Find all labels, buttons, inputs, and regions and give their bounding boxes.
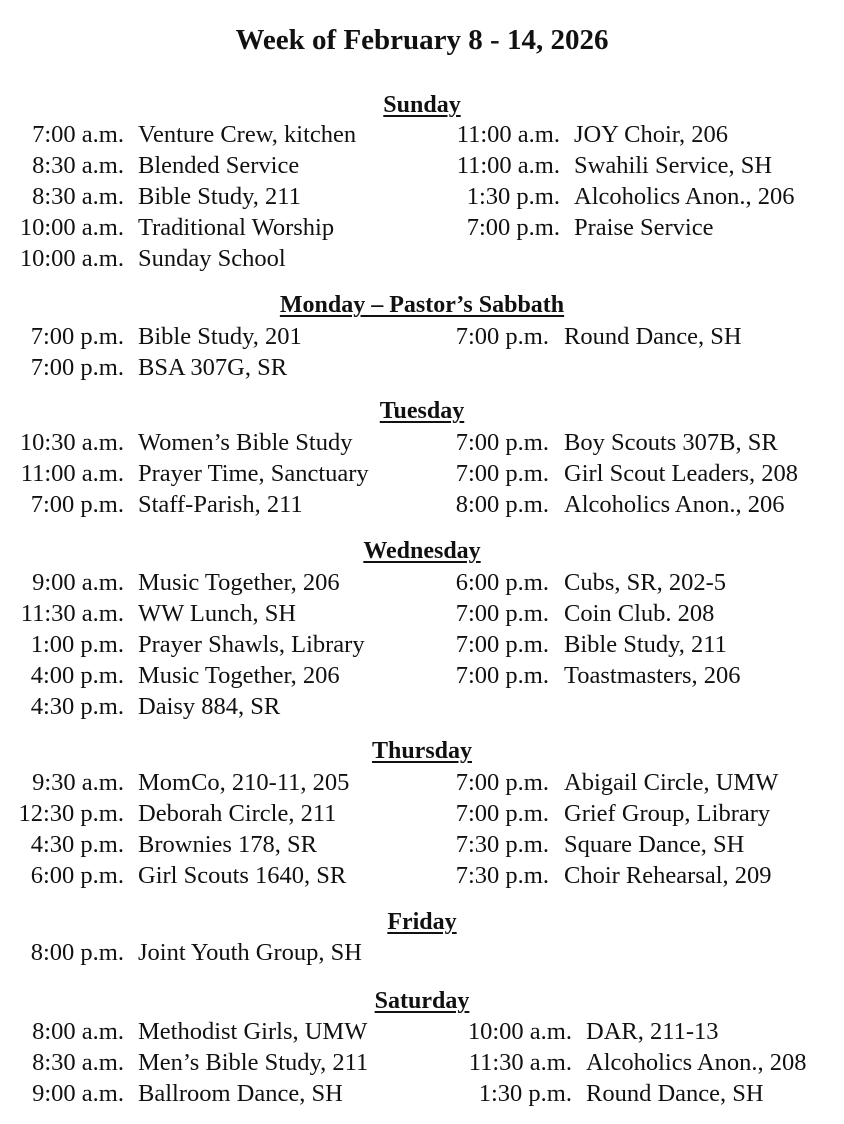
schedule-entry — [447, 660, 741, 691]
entry-event: Coin Club. 208 — [564, 600, 715, 627]
schedule-entry — [0, 1078, 368, 1109]
schedule-entry — [0, 243, 356, 274]
entry-event: JOY Choir, 206 — [574, 121, 728, 148]
schedule-entry — [447, 458, 798, 489]
entry-event: Traditional Worship — [138, 214, 335, 241]
day-heading-monday: Monday – Pastor’s Sabbath — [279, 292, 565, 318]
schedule-entry — [447, 489, 798, 520]
entry-time: 11:00 a.m. — [20, 460, 124, 487]
day-heading-friday: Friday — [387, 909, 457, 935]
entry-time: 10:00 a.m. — [19, 245, 124, 272]
entry-time: 11:30 a.m. — [20, 600, 124, 627]
entry-event: Music Together, 206 — [138, 662, 340, 689]
wednesday-left-column — [0, 567, 365, 722]
entry-time: 7:00 p.m. — [466, 214, 560, 241]
day-heading-tuesday: Tuesday — [379, 398, 465, 424]
entry-time: 11:00 a.m. — [456, 121, 560, 148]
entry-time: 8:30 a.m. — [32, 1049, 124, 1076]
entry-event: Square Dance, SH — [564, 831, 745, 858]
schedule-entry — [447, 1016, 807, 1047]
entry-time: 8:00 p.m. — [30, 939, 124, 966]
entry-time: 1:00 p.m. — [30, 631, 124, 658]
entry-event: Alcoholics Anon., 208 — [586, 1049, 807, 1076]
entry-event: Round Dance, SH — [586, 1080, 764, 1107]
schedule-entry — [0, 598, 365, 629]
schedule-entry — [447, 829, 778, 860]
entry-event: MomCo, 210-11, 205 — [138, 769, 350, 796]
page-title: Week of February 8 - 14, 2026 — [235, 24, 609, 56]
schedule-entry — [0, 1016, 368, 1047]
entry-time: 4:00 p.m. — [30, 662, 124, 689]
schedule-entry — [447, 321, 742, 352]
entry-time: 7:00 p.m. — [30, 354, 124, 381]
entry-time: 7:00 p.m. — [30, 323, 124, 350]
sunday-left-column — [0, 119, 356, 274]
entry-time: 9:30 a.m. — [32, 769, 124, 796]
entry-event: Sunday School — [138, 245, 286, 272]
entry-event: Music Together, 206 — [138, 569, 340, 596]
schedule-entry — [447, 1078, 807, 1109]
schedule-entry — [447, 150, 795, 181]
schedule-entry — [0, 829, 349, 860]
schedule-entry — [447, 181, 795, 212]
schedule-entry — [0, 937, 362, 968]
entry-event: Alcoholics Anon., 206 — [564, 491, 785, 518]
entry-event: Girl Scouts 1640, SR — [138, 862, 347, 889]
entry-time: 10:00 a.m. — [19, 214, 124, 241]
entry-time: 11:00 a.m. — [456, 152, 560, 179]
entry-time: 8:00 p.m. — [455, 491, 549, 518]
entry-time: 7:00 p.m. — [455, 600, 549, 627]
day-heading-sunday: Sunday — [383, 92, 461, 118]
saturday-left-column — [0, 1016, 368, 1109]
entry-time: 7:00 a.m. — [32, 121, 124, 148]
entry-event: Bible Study, 211 — [564, 631, 727, 658]
entry-event: Girl Scout Leaders, 208 — [564, 460, 799, 487]
sunday-right-column — [447, 119, 795, 243]
entry-event: Boy Scouts 307B, SR — [564, 429, 778, 456]
schedule-entry — [447, 212, 795, 243]
entry-event: Alcoholics Anon., 206 — [574, 183, 795, 210]
entry-time: 7:00 p.m. — [455, 662, 549, 689]
schedule-entry — [0, 181, 356, 212]
schedule-entry — [0, 150, 356, 181]
entry-event: Toastmasters, 206 — [564, 662, 741, 689]
entry-time: 7:30 p.m. — [455, 831, 549, 858]
entry-event: Joint Youth Group, SH — [138, 939, 362, 966]
entry-event: Prayer Time, Sanctuary — [138, 460, 369, 487]
schedule-entry — [0, 567, 365, 598]
day-heading-thursday: Thursday — [371, 738, 473, 764]
entry-event: Swahili Service, SH — [574, 152, 773, 179]
saturday-right-column — [447, 1016, 807, 1109]
thursday-right-column — [447, 767, 778, 891]
entry-event: Blended Service — [138, 152, 300, 179]
entry-event: Grief Group, Library — [564, 800, 771, 827]
entry-event: Bible Study, 201 — [138, 323, 302, 350]
day-heading-wednesday: Wednesday — [363, 538, 481, 564]
entry-time: 11:30 a.m. — [468, 1049, 572, 1076]
entry-event: BSA 307G, SR — [138, 354, 288, 381]
entry-event: Women’s Bible Study — [138, 429, 353, 456]
entry-event: WW Lunch, SH — [138, 600, 297, 627]
schedule-entry — [0, 458, 369, 489]
entry-event: Praise Service — [574, 214, 714, 241]
tuesday-left-column — [0, 427, 369, 520]
schedule-entry — [447, 860, 778, 891]
entry-time: 7:00 p.m. — [455, 631, 549, 658]
entry-time: 6:00 p.m. — [30, 862, 124, 889]
schedule-entry — [0, 860, 349, 891]
schedule-entry — [0, 119, 356, 150]
entry-event: Methodist Girls, UMW — [138, 1018, 368, 1045]
entry-event: Staff-Parish, 211 — [138, 491, 303, 518]
schedule-entry — [447, 798, 778, 829]
schedule-entry — [0, 798, 349, 829]
entry-time: 7:00 p.m. — [455, 460, 549, 487]
entry-time: 8:00 a.m. — [32, 1018, 124, 1045]
entry-time: 4:30 p.m. — [30, 693, 124, 720]
monday-left-column — [0, 321, 302, 383]
entry-event: Round Dance, SH — [564, 323, 742, 350]
schedule-entry — [0, 767, 349, 798]
entry-time: 7:00 p.m. — [455, 800, 549, 827]
entry-time: 4:30 p.m. — [30, 831, 124, 858]
schedule-entry — [447, 629, 741, 660]
entry-event: Deborah Circle, 211 — [138, 800, 337, 827]
schedule-entry — [447, 119, 795, 150]
entry-event: Bible Study, 211 — [138, 183, 301, 210]
entry-event: Abigail Circle, UMW — [564, 769, 779, 796]
entry-event: Prayer Shawls, Library — [138, 631, 365, 658]
entry-event: Ballroom Dance, SH — [138, 1080, 343, 1107]
entry-event: Venture Crew, kitchen — [138, 121, 357, 148]
schedule-entry — [0, 489, 369, 520]
schedule-entry — [447, 1047, 807, 1078]
monday-right-column — [447, 321, 742, 352]
entry-time: 1:30 p.m. — [478, 1080, 572, 1107]
entry-time: 7:00 p.m. — [455, 429, 549, 456]
entry-time: 9:00 a.m. — [32, 569, 124, 596]
entry-time: 1:30 p.m. — [466, 183, 560, 210]
entry-time: 7:00 p.m. — [30, 491, 124, 518]
schedule-entry — [0, 629, 365, 660]
entry-time: 8:30 a.m. — [32, 183, 124, 210]
entry-time: 8:30 a.m. — [32, 152, 124, 179]
day-heading-saturday: Saturday — [374, 988, 470, 1014]
entry-time: 12:30 p.m. — [18, 800, 124, 827]
entry-time: 9:00 a.m. — [32, 1080, 124, 1107]
schedule-entry — [0, 321, 302, 352]
schedule-entry — [0, 691, 365, 722]
friday-left-column — [0, 937, 362, 968]
tuesday-right-column — [447, 427, 798, 520]
entry-time: 7:00 p.m. — [455, 323, 549, 350]
entry-time: 7:00 p.m. — [455, 769, 549, 796]
entry-event: Cubs, SR, 202-5 — [564, 569, 727, 596]
entry-event: Daisy 884, SR — [138, 693, 281, 720]
thursday-left-column — [0, 767, 349, 891]
entry-event: Men’s Bible Study, 211 — [138, 1049, 369, 1076]
schedule-entry — [447, 427, 798, 458]
schedule-entry — [0, 427, 369, 458]
entry-time: 7:30 p.m. — [455, 862, 549, 889]
entry-time: 10:00 a.m. — [467, 1018, 572, 1045]
entry-event: Brownies 178, SR — [138, 831, 318, 858]
schedule-entry — [447, 567, 741, 598]
schedule-entry — [0, 212, 356, 243]
schedule-entry — [0, 660, 365, 691]
schedule-entry — [0, 352, 302, 383]
schedule-entry — [447, 598, 741, 629]
schedule-entry — [0, 1047, 368, 1078]
entry-event: DAR, 211-13 — [586, 1018, 719, 1045]
entry-event: Choir Rehearsal, 209 — [564, 862, 772, 889]
entry-time: 6:00 p.m. — [455, 569, 549, 596]
wednesday-right-column — [447, 567, 741, 691]
schedule-entry — [447, 767, 778, 798]
entry-time: 10:30 a.m. — [19, 429, 124, 456]
